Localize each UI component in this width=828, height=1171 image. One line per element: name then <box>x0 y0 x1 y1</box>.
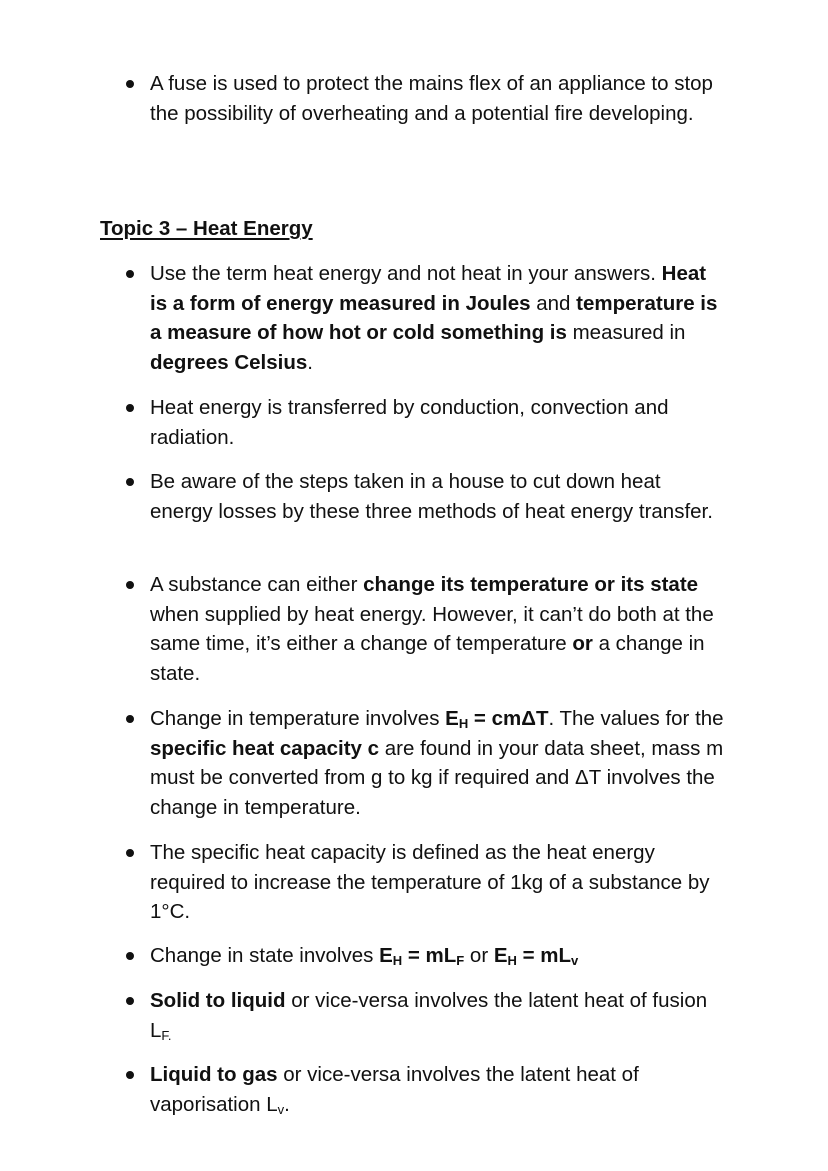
equation-eh-mlv: $E_H = mL_v$ <box>493 944 579 968</box>
b7-text-1: Change in state involves <box>150 944 380 967</box>
b9-period: . <box>284 1092 290 1116</box>
list-item-temperature-equation <box>150 704 728 822</box>
b1-text-1: Use the term heat energy and not heat in your answers. <box>150 262 662 285</box>
b1-text-4: . <box>307 350 313 374</box>
list-item-house-losses <box>150 467 728 526</box>
b5-text-3: are found in your data sheet, mass m must be converted from g to kg if required and ΔT involves the change in temperature. <box>150 736 724 819</box>
b2-text: Heat energy is transferred by conduction, convection and radiation. <box>150 396 669 449</box>
list-item-state-equation <box>150 941 728 971</box>
b1-bold-temperature: temperature is a measure of how hot or cold something is <box>150 291 718 344</box>
b4-text-3: a change in state. <box>150 632 705 685</box>
b8-text: or vice-versa involves the latent heat of fusion L <box>150 989 708 1042</box>
b8-sub-f: F. <box>161 1027 172 1043</box>
b4-text-1: A substance can either <box>150 573 364 596</box>
b1-bold-celsius: degrees Celsius <box>150 350 308 374</box>
equation-eh-mlf: $E_H = mL_F$ <box>379 944 465 968</box>
list-item-shc-definition <box>150 838 728 927</box>
b1-text-3: measured in <box>566 321 686 344</box>
list-item-vaporisation <box>150 1060 728 1119</box>
b4-text-2: when supplied by heat energy. However, it can’t do both at the same time, it’s either a change of temperature <box>150 602 714 655</box>
list-item-heat-energy-term <box>150 259 728 377</box>
b9-bold-liquid-gas: Liquid to gas <box>150 1063 278 1086</box>
b5-bold-shc: specific heat capacity c <box>150 736 380 760</box>
b1-text-2: and <box>530 291 577 315</box>
fuse-text: A fuse is used to protect the mains flex of an appliance to stop the possibility of overheating and a potential fire developing. <box>150 72 713 125</box>
list-item-transfer-methods <box>150 393 728 452</box>
b6-text: The specific heat capacity is defined as the heat energy required to increase the temperature of 1kg of a substance by 1°C. <box>150 841 710 923</box>
b7-text-2: or <box>464 944 494 967</box>
topic-heading: Topic 3 – Heat Energy <box>100 217 313 240</box>
list-item-fuse <box>150 69 728 128</box>
equation-eh-cmdt: $E_H = cm\Delta T$ <box>445 707 549 731</box>
b9-sub-v: v <box>277 1101 285 1117</box>
b4-bold-or: or <box>572 632 593 655</box>
b1-bold-joules: Heat is a form of energy measured in Joules <box>150 262 707 315</box>
b5-text-1: Change in temperature involves <box>150 707 446 730</box>
list-item-fusion <box>150 986 728 1045</box>
b9-text: or vice-versa involves the latent heat of vaporisation L <box>150 1063 639 1116</box>
list-item-change-state-or-temp <box>150 570 728 688</box>
b3-text: Be aware of the steps taken in a house to cut down heat energy losses by these three methods of heat energy transfer. <box>150 470 713 523</box>
b4-bold-change: change its temperature or its state <box>363 573 699 596</box>
b5-text-2: . The values for the <box>548 707 724 730</box>
b8-bold-solid-liquid: Solid to liquid <box>150 989 286 1012</box>
